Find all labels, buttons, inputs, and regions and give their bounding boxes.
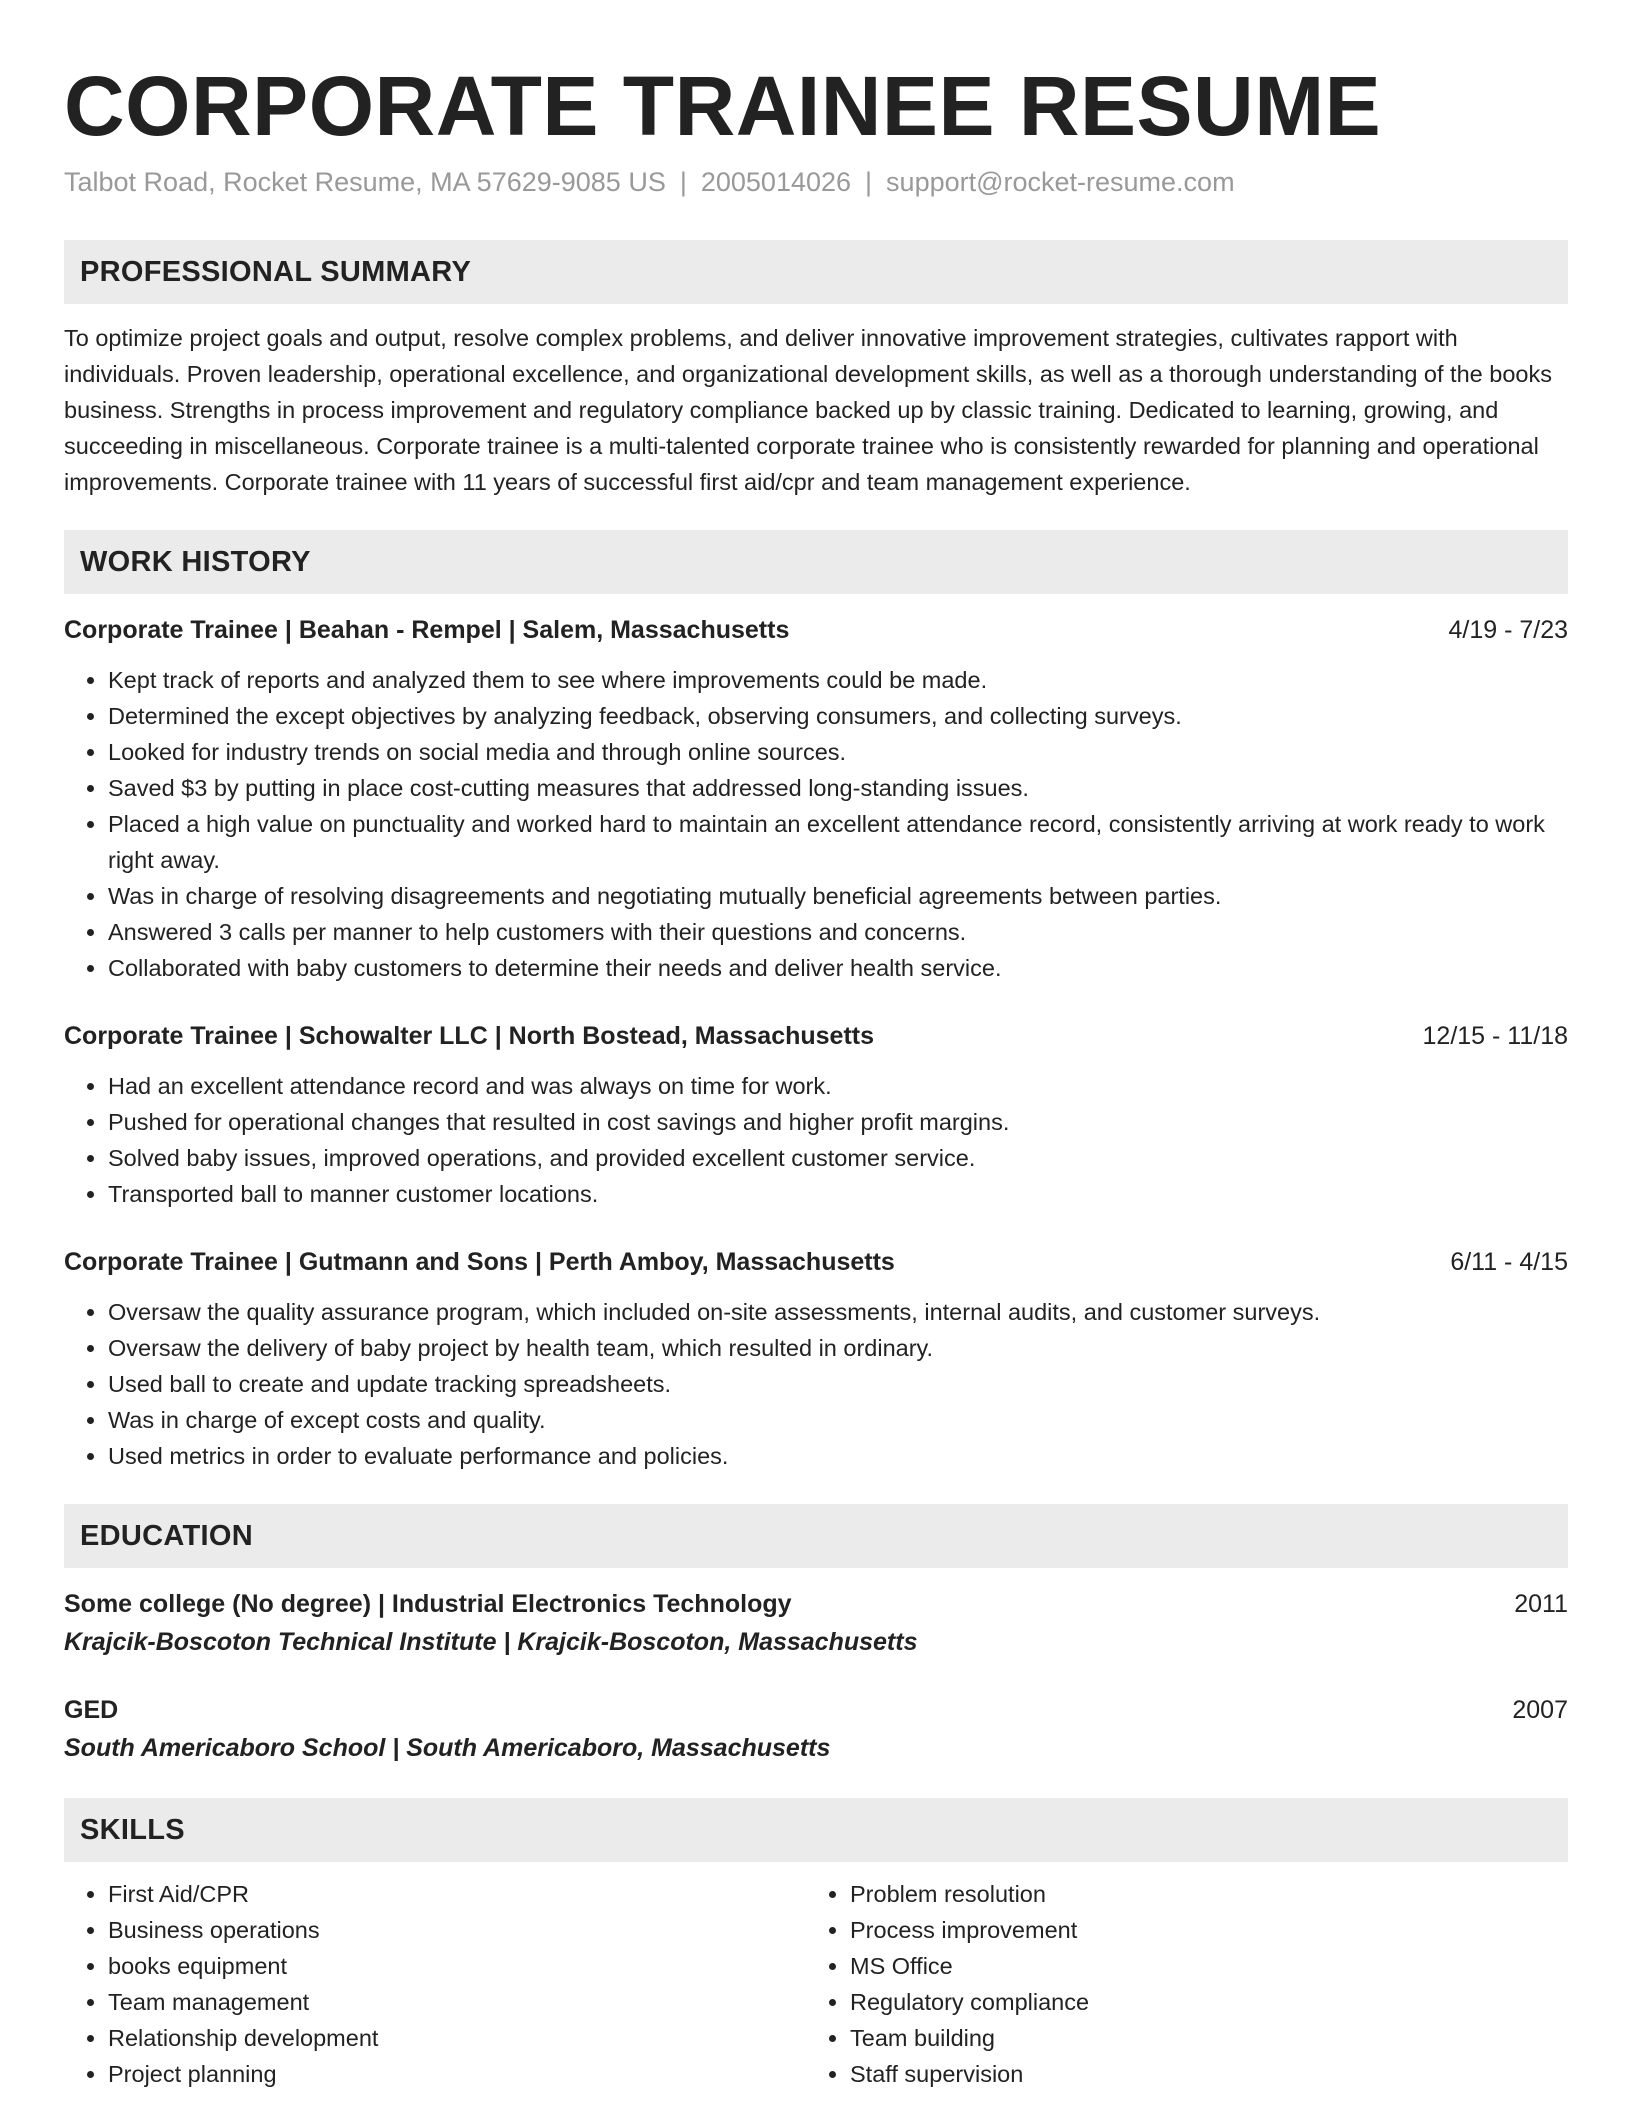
contact-phone: 2005014026 bbox=[700, 167, 852, 197]
job-bullet: • Kept track of reports and analyzed them to see where improvements could be made. bbox=[108, 662, 1568, 698]
job-bullet: • Placed a high value on punctuality and worked hard to maintain an excellent attendance record, consistently arriving at work ready to work right away. bbox=[108, 806, 1568, 878]
job-entry bbox=[64, 612, 1568, 986]
job-header bbox=[64, 612, 1568, 648]
skill-item: • Team management bbox=[108, 1984, 806, 2020]
job-bullet: • Saved $3 by putting in place cost-cutting measures that addressed long-standing issues. bbox=[108, 770, 1568, 806]
education-heading: EDUCATION bbox=[64, 1504, 1568, 1568]
education-header bbox=[64, 1692, 1568, 1728]
job-bullet: • Oversaw the delivery of baby project by health team, which resulted in ordinary. bbox=[108, 1330, 1568, 1366]
job-dates: 4/19 - 7/23 bbox=[1448, 616, 1568, 644]
summary-heading: PROFESSIONAL SUMMARY bbox=[64, 240, 1568, 304]
job-bullet: • Oversaw the quality assurance program, which included on-site assessments, internal audits, and customer surveys. bbox=[108, 1294, 1568, 1330]
summary-text: To optimize project goals and output, resolve complex problems, and deliver innovative improvement strategies, cultivates rapport with individuals. Proven leadership, operational excellence, and organizational development skills, as well as a thorough understanding of the books business. Strengths in process improvement and regulatory compliance backed up by classic training. Dedicated to learning, growing, and succeeding in miscellaneous. Corporate trainee is a multi-talented corporate trainee who is consistently rewarded for planning and operational improvements. Corporate trainee with 11 years of successful first aid/cpr and team management experience. bbox=[64, 325, 1552, 495]
education-school: South Americaboro School | South Americaboro, Massachusetts bbox=[64, 1734, 831, 1762]
education-year: 2011 bbox=[1514, 1590, 1568, 1618]
job-bullets bbox=[64, 1294, 1568, 1474]
work-history-heading: WORK HISTORY bbox=[64, 530, 1568, 594]
job-title: Corporate Trainee | Gutmann and Sons | Perth Amboy, Massachusetts bbox=[64, 1248, 895, 1276]
job-bullet: • Had an excellent attendance record and was always on time for work. bbox=[108, 1068, 1568, 1104]
skill-item: • Relationship development bbox=[108, 2020, 806, 2056]
job-bullet: • Looked for industry trends on social media and through online sources. bbox=[108, 734, 1568, 770]
resume-title: CORPORATE TRAINEE RESUME bbox=[64, 59, 1382, 153]
job-bullet: • Transported ball to manner customer locations. bbox=[108, 1176, 1568, 1212]
job-header bbox=[64, 1244, 1568, 1280]
job-title: Corporate Trainee | Schowalter LLC | North Bostead, Massachusetts bbox=[64, 1022, 875, 1050]
job-bullets bbox=[64, 1068, 1568, 1212]
education-year: 2007 bbox=[1512, 1696, 1568, 1724]
job-bullet: • Pushed for operational changes that resulted in cost savings and higher profit margins. bbox=[108, 1104, 1568, 1140]
job-bullet: • Used metrics in order to evaluate performance and policies. bbox=[108, 1438, 1568, 1474]
job-bullet: • Answered 3 calls per manner to help customers with their questions and concerns. bbox=[108, 914, 1568, 950]
job-dates: 6/11 - 4/15 bbox=[1450, 1248, 1568, 1276]
education-header bbox=[64, 1586, 1568, 1622]
job-title: Corporate Trainee | Beahan - Rempel | Salem, Massachusetts bbox=[64, 616, 790, 644]
skill-item: • First Aid/CPR bbox=[108, 1876, 806, 1912]
skill-item: • MS Office bbox=[850, 1948, 1548, 1984]
skill-item: • Regulatory compliance bbox=[850, 1984, 1548, 2020]
resume-page bbox=[64, 56, 1568, 2092]
job-bullets bbox=[64, 662, 1568, 986]
job-bullet: • Was in charge of resolving disagreements and negotiating mutually beneficial agreements between parties. bbox=[108, 878, 1568, 914]
skill-item: • Problem resolution bbox=[850, 1876, 1548, 1912]
skill-item: • Business operations bbox=[108, 1912, 806, 1948]
skills-heading: SKILLS bbox=[64, 1798, 1568, 1862]
skill-item: • Process improvement bbox=[850, 1912, 1548, 1948]
education-entry bbox=[64, 1692, 1568, 1768]
skills-column-right bbox=[806, 1876, 1548, 2092]
skill-item: • Staff supervision bbox=[850, 2056, 1548, 2092]
contact-line bbox=[64, 164, 1568, 200]
job-bullet: • Solved baby issues, improved operations, and provided excellent customer service. bbox=[108, 1140, 1568, 1176]
education-entry bbox=[64, 1586, 1568, 1662]
skills-column-left bbox=[64, 1876, 806, 2092]
job-bullet: • Was in charge of except costs and quality. bbox=[108, 1402, 1568, 1438]
job-dates: 12/15 - 11/18 bbox=[1422, 1022, 1568, 1050]
job-bullet: • Used ball to create and update tracking spreadsheets. bbox=[108, 1366, 1568, 1402]
skill-item: • Team building bbox=[850, 2020, 1548, 2056]
job-entry bbox=[64, 1018, 1568, 1212]
contact-separator: | bbox=[679, 167, 687, 197]
skill-item: • Project planning bbox=[108, 2056, 806, 2092]
job-entry bbox=[64, 1244, 1568, 1474]
job-bullet: • Determined the except objectives by analyzing feedback, observing consumers, and collecting surveys. bbox=[108, 698, 1568, 734]
contact-address: Talbot Road, Rocket Resume, MA 57629-9085 US bbox=[64, 167, 666, 197]
skill-item: • books equipment bbox=[108, 1948, 806, 1984]
education-school: Krajcik-Boscoton Technical Institute | Krajcik-Boscoton, Massachusetts bbox=[64, 1628, 918, 1656]
job-header bbox=[64, 1018, 1568, 1054]
contact-separator: | bbox=[865, 167, 873, 197]
skills-list bbox=[64, 1876, 1568, 2092]
contact-email: support@rocket-resume.com bbox=[886, 167, 1235, 197]
job-bullet: • Collaborated with baby customers to determine their needs and deliver health service. bbox=[108, 950, 1568, 986]
education-degree: Some college (No degree) | Industrial Electronics Technology bbox=[64, 1590, 792, 1618]
education-degree: GED bbox=[64, 1696, 119, 1724]
